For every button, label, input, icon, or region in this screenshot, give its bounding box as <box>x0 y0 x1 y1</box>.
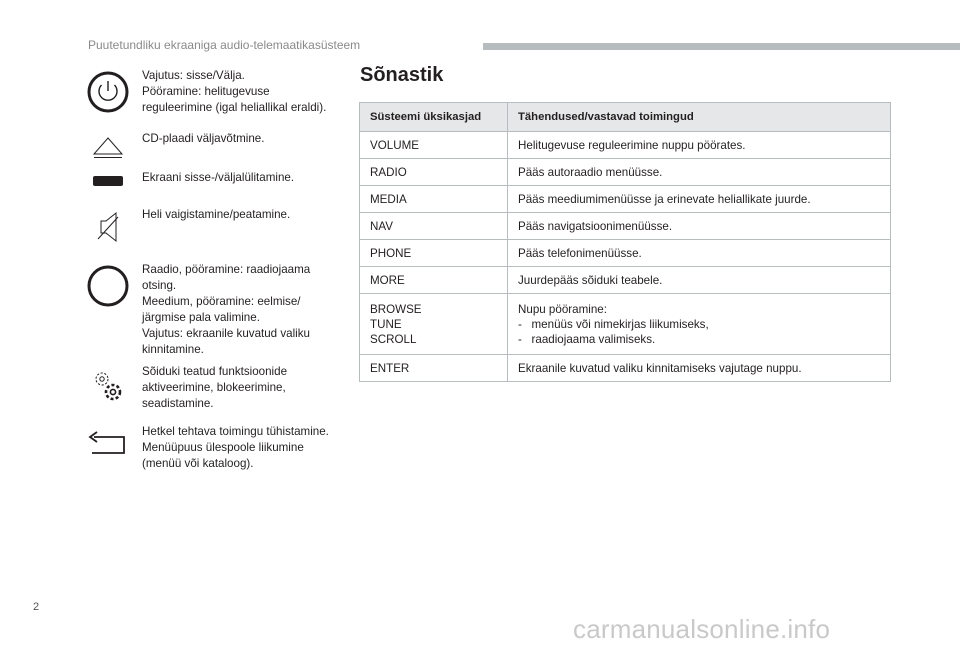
cell-line: - raadiojaama valimiseks. <box>518 332 656 346</box>
table-cell-item: PHONE <box>360 240 508 267</box>
column-header: Süsteemi üksikasjad <box>360 103 508 132</box>
mute-icon <box>88 207 128 247</box>
table-cell-meaning: Helitugevuse reguleerimine nuppu pöörates. <box>508 132 891 159</box>
table-row <box>360 186 891 213</box>
table-row <box>360 294 891 355</box>
control-text-line: Vajutus: ekraanile kuvatud valiku <box>142 327 310 340</box>
glossary-title: Sõnastik <box>360 64 444 86</box>
control-text-line: CD-plaadi väljavõtmine. <box>142 132 265 145</box>
cell-line: - menüüs või nimekirjas liikumiseks, <box>518 317 709 331</box>
cell-line: SCROLL <box>370 332 417 346</box>
page-number: 2 <box>33 601 40 613</box>
control-text-line: Sõiduki teatud funktsioonide <box>142 365 288 378</box>
eject-icon <box>90 134 126 160</box>
table-row <box>360 159 891 186</box>
control-text-line: Vajutus: sisse/Välja. <box>142 69 245 82</box>
control-text-line: järgmise pala valimine. <box>142 311 260 324</box>
table-cell-item <box>360 294 508 355</box>
table-cell-item: RADIO <box>360 159 508 186</box>
table-row <box>360 240 891 267</box>
power-knob-icon <box>86 70 130 114</box>
screen-toggle-icon <box>90 175 126 187</box>
control-text-line: kinnitamine. <box>142 343 204 356</box>
header-bar <box>483 43 960 50</box>
control-text-line: reguleerimine (igal heliallikal eraldi). <box>142 101 327 114</box>
cell-line: BROWSE <box>370 302 422 316</box>
control-text-line: otsing. <box>142 279 177 292</box>
rotary-knob-icon <box>86 264 130 308</box>
control-text-line: Ekraani sisse-/väljalülitamine. <box>142 171 295 184</box>
control-text-line: Raadio, pööramine: raadiojaama <box>142 263 311 276</box>
table-cell-item: MORE <box>360 267 508 294</box>
table-cell-meaning: Pääs autoraadio menüüsse. <box>508 159 891 186</box>
control-text-line: Hetkel tehtava toimingu tühistamine. <box>142 425 329 438</box>
settings-gears-icon <box>88 366 128 406</box>
table-cell-meaning <box>508 294 891 355</box>
table-row <box>360 267 891 294</box>
control-text-line: Pööramine: helitugevuse <box>142 85 270 98</box>
table-header-row <box>360 103 891 132</box>
watermark-text: carmanualsonline.info <box>573 614 831 644</box>
table-cell-item: ENTER <box>360 355 508 382</box>
table-cell-item: VOLUME <box>360 132 508 159</box>
table-cell-meaning: Pääs navigatsioonimenüüsse. <box>508 213 891 240</box>
header-title: Puutetundliku ekraaniga audio-telemaatikasüsteem <box>88 38 361 52</box>
table-row <box>360 355 891 382</box>
control-text-line: seadistamine. <box>142 397 214 410</box>
cell-line: Nupu pööramine: <box>518 302 607 316</box>
control-text-line: Meedium, pööramine: eelmise/ <box>142 295 301 308</box>
control-text-line: aktiveerimine, blokeerimine, <box>142 381 286 394</box>
control-text-line: Heli vaigistamine/peatamine. <box>142 208 291 221</box>
table-cell-meaning: Juurdepääs sõiduki teabele. <box>508 267 891 294</box>
cell-line: TUNE <box>370 317 402 331</box>
table-cell-item: NAV <box>360 213 508 240</box>
control-text-line: (menüü või kataloog). <box>142 457 254 470</box>
table-cell-meaning: Pääs telefonimenüüsse. <box>508 240 891 267</box>
table-cell-item: MEDIA <box>360 186 508 213</box>
back-arrow-icon <box>86 428 130 458</box>
column-header: Tähendused/vastavad toimingud <box>508 103 891 132</box>
glossary-table <box>359 102 891 382</box>
table-cell-meaning: Pääs meediumimenüüsse ja erinevate heliallikate juurde. <box>508 186 891 213</box>
table-cell-meaning: Ekraanile kuvatud valiku kinnitamiseks vajutage nuppu. <box>508 355 891 382</box>
control-text-line: Menüüpuus ülespoole liikumine <box>142 441 304 454</box>
table-row <box>360 213 891 240</box>
table-row <box>360 132 891 159</box>
